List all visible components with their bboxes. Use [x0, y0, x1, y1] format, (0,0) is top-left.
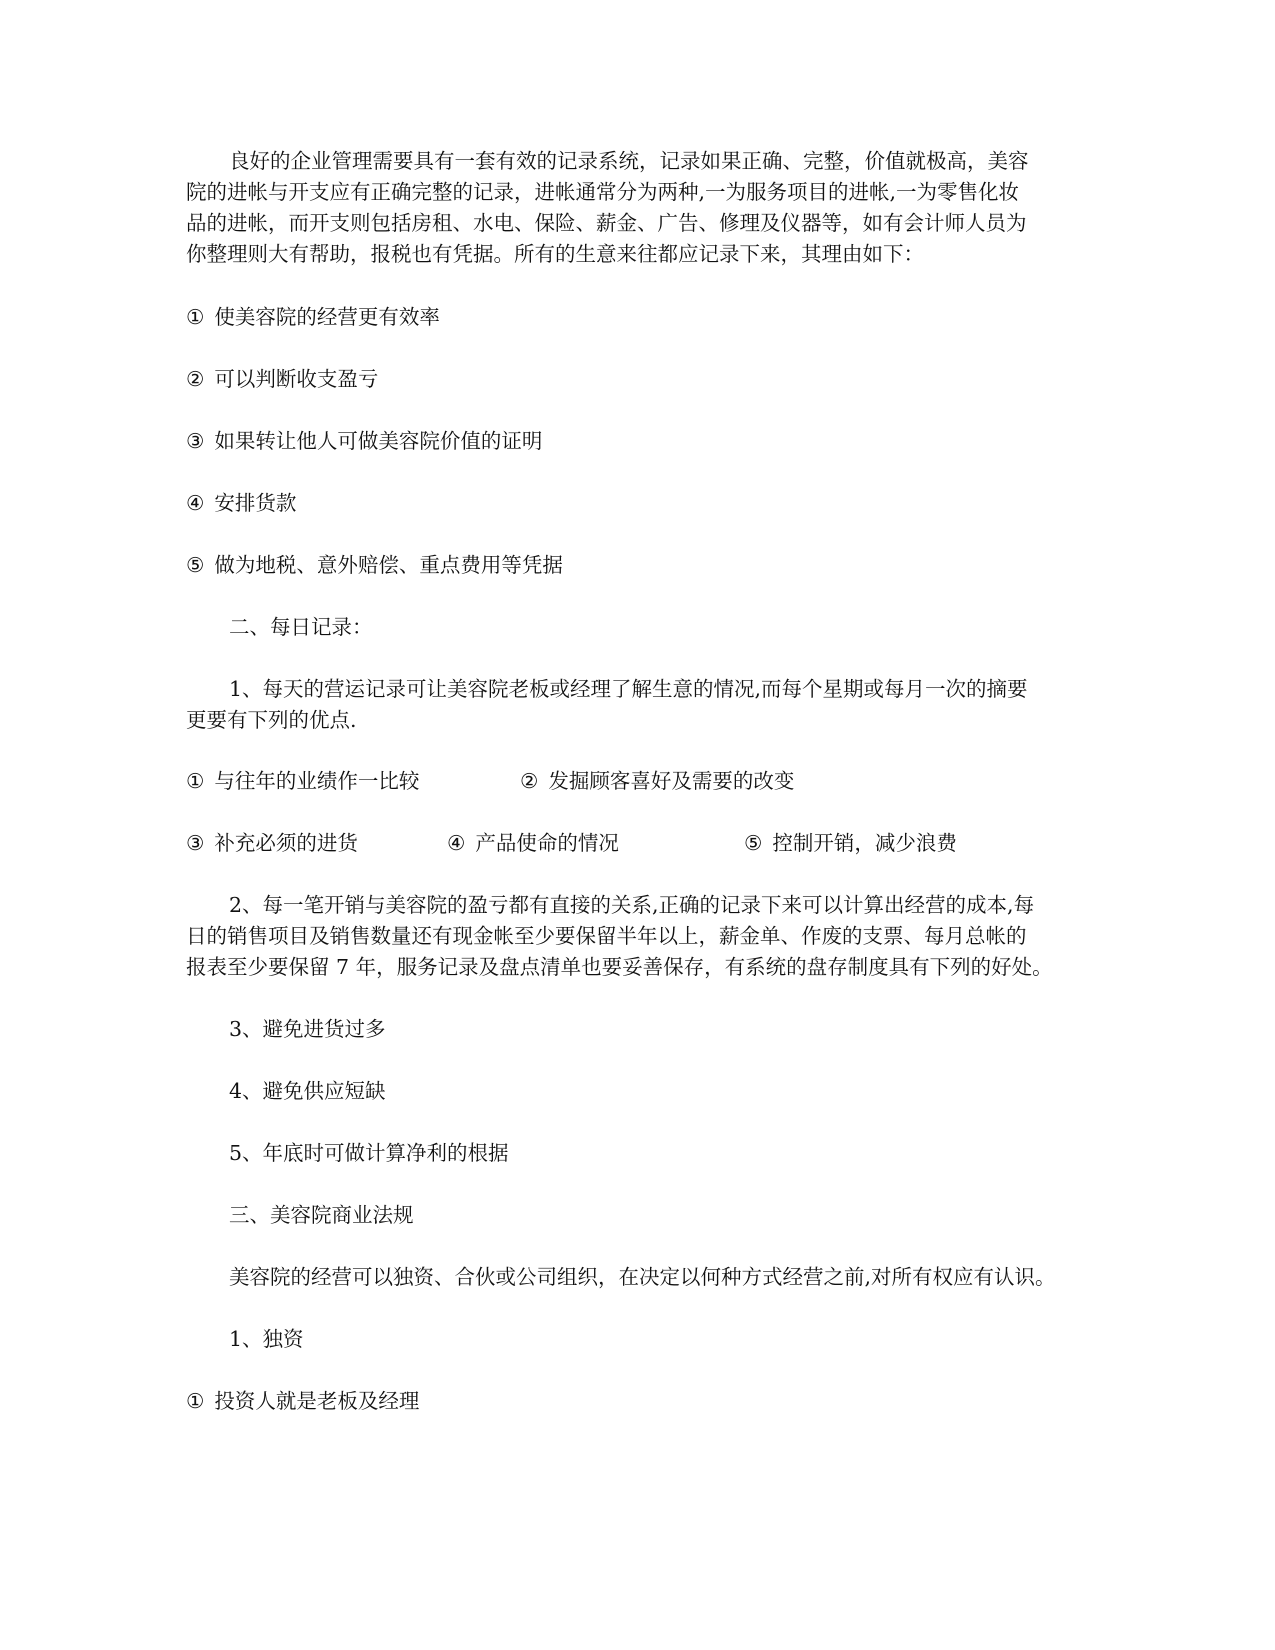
- section2-item-3: 3、避免进货过多: [229, 1017, 386, 1041]
- reason-text: 安排货款: [214, 491, 297, 515]
- advantage-text: 补充必须的进货: [214, 831, 358, 855]
- advantage-item-5: [744, 828, 957, 859]
- section3-intro: 美容院的经营可以独资、合伙或公司组织，在决定以何种方式经营之前,对所有权应有认识。: [229, 1265, 1056, 1289]
- reason-item-1: [186, 302, 440, 333]
- advantage-text: 发掘顾客喜好及需要的改变: [548, 769, 795, 793]
- section2-p2-line-1: 2、每一笔开销与美容院的盈亏都有直接的关系,正确的记录下来可以计算出经营的成本,每: [229, 893, 1035, 917]
- list-number: ①: [186, 769, 205, 793]
- section2-item-5: 5、年底时可做计算净利的根据: [229, 1141, 509, 1165]
- section3-heading: 三、美容院商业法规: [229, 1203, 414, 1227]
- section2-p1-line-1: 1、每天的营运记录可让美容院老板或经理了解生意的情况,而每个星期或每月一次的摘要: [229, 677, 1028, 701]
- intro-line-3: 品的进帐，而开支则包括房租、水电、保险、薪金、广告、修理及仪器等，如有会计师人员为: [186, 211, 1027, 235]
- list-number: ①: [186, 305, 205, 329]
- reason-item-3: [186, 426, 542, 457]
- section2-item-4: 4、避免供应短缺: [229, 1079, 386, 1103]
- advantage-text: 产品使命的情况: [475, 831, 619, 855]
- list-number: ①: [186, 1389, 205, 1413]
- reason-item-2: [186, 364, 378, 395]
- section2-heading: 二、每日记录：: [229, 615, 373, 639]
- list-number: ②: [520, 769, 539, 793]
- list-number: ⑤: [744, 831, 763, 855]
- advantage-item-4: [447, 828, 619, 859]
- list-number: ④: [186, 491, 205, 515]
- reason-text: 使美容院的经营更有效率: [214, 305, 440, 329]
- list-number: ④: [447, 831, 466, 855]
- section3-sub1-item-1: [186, 1386, 419, 1417]
- list-number: ③: [186, 429, 205, 453]
- section2-p2-line-3: 报表至少要保留 7 年，服务记录及盘点清单也要妥善保存，有系统的盘存制度具有下列的好处。: [186, 955, 1053, 979]
- list-number: ⑤: [186, 553, 205, 577]
- reason-item-5: [186, 550, 563, 581]
- intro-line-4: 你整理则大有帮助，报税也有凭据。所有的生意来往都应记录下来，其理由如下：: [186, 242, 924, 266]
- advantage-text: 与往年的业绩作一比较: [214, 769, 420, 793]
- advantage-item-1: [186, 766, 419, 797]
- reason-text: 做为地税、意外赔偿、重点费用等凭据: [214, 553, 563, 577]
- reason-text: 如果转让他人可做美容院价值的证明: [214, 429, 543, 453]
- advantage-item-3: [186, 828, 358, 859]
- section2-p1-line-2: 更要有下列的优点.: [186, 708, 357, 732]
- intro-line-1: 良好的企业管理需要具有一套有效的记录系统，记录如果正确、完整，价值就极高，美容: [229, 149, 1029, 173]
- advantage-text: 控制开销，减少浪费: [772, 831, 957, 855]
- sub1-item-text: 投资人就是老板及经理: [214, 1389, 420, 1413]
- intro-line-2: 院的进帐与开支应有正确完整的记录，进帐通常分为两种,一为服务项目的进帐,一为零售化妆: [186, 180, 1020, 204]
- section3-sub1-heading: 1、独资: [229, 1327, 304, 1351]
- list-number: ③: [186, 831, 205, 855]
- section2-p2-line-2: 日的销售项目及销售数量还有现金帐至少要保留半年以上，薪金单、作废的支票、每月总帐的: [186, 924, 1027, 948]
- reason-text: 可以判断收支盈亏: [214, 367, 379, 391]
- advantage-item-2: [520, 766, 794, 797]
- reason-item-4: [186, 488, 296, 519]
- list-number: ②: [186, 367, 205, 391]
